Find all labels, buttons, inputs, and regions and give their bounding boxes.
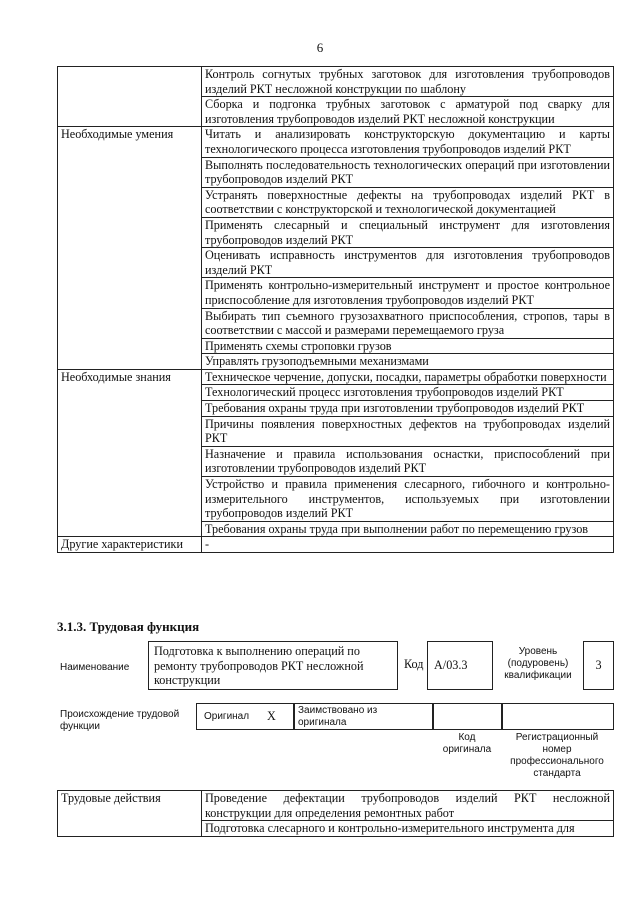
level-value: 3 xyxy=(595,658,602,672)
table-cell: Причины появления поверхностных дефектов на трубопроводах изделий РКТ xyxy=(202,416,614,446)
table-cell: Выполнять последовательность технологических операций при изготовлении трубопроводов изделий РКТ xyxy=(202,157,614,187)
borrowed-label: Заимствовано из оригинала xyxy=(298,705,378,728)
name-value: Подготовка к выполнению операций по ремонту трубопроводов РКТ несложной конструкции xyxy=(154,644,364,687)
code-box xyxy=(427,641,493,690)
table-cell: Устройство и правила применения слесарного, гибочного и контрольно-измерительного инструментов, используемых при изготовлении трубопроводов изделий РКТ xyxy=(202,477,614,522)
table-row xyxy=(58,67,614,97)
original-mark: X xyxy=(267,709,276,723)
section-title: 3.1.3. Трудовая функция xyxy=(57,619,200,634)
code-original-label: Код оригинала xyxy=(442,732,492,755)
table-cell: Выбирать тип съемного грузозахватного приспособления, стропов, тары в соответствии с массой и размерами перемещаемого груза xyxy=(202,308,614,338)
table-cell: Проведение дефектации трубопроводов изделий РКТ несложной конструкции для определения ремонтных работ xyxy=(202,791,614,821)
labor-actions-table xyxy=(57,790,614,837)
borrowed-box xyxy=(293,703,434,730)
table-cell: Устранять поверхностные дефекты на трубопроводах изделий РКТ в соответствии с конструкторской и технологической документацией xyxy=(202,187,614,217)
code-original-box xyxy=(432,703,503,730)
table-cell: Управлять грузоподъемными механизмами xyxy=(202,354,614,370)
row-label-actions: Трудовые действия xyxy=(58,791,202,837)
code-value: А/03.3 xyxy=(434,658,468,672)
name-box xyxy=(148,641,398,690)
table-cell: Требования охраны труда при изготовлении трубопроводов изделий РКТ xyxy=(202,401,614,417)
table-cell: Применять схемы строповки грузов xyxy=(202,338,614,354)
row-label-other: Другие характеристики xyxy=(58,537,202,553)
table-cell: Технологический процесс изготовления трубопроводов изделий РКТ xyxy=(202,385,614,401)
page-number: 6 xyxy=(316,40,324,55)
table-cell: Оценивать исправность инструментов для изготовления трубопроводов изделий РКТ xyxy=(202,248,614,278)
row-label xyxy=(58,67,202,127)
original-label: Оригинал xyxy=(204,711,250,722)
requirements-table xyxy=(57,66,614,553)
table-cell: Требования охраны труда при выполнении работ по перемещению грузов xyxy=(202,521,614,537)
table-cell: Читать и анализировать конструкторскую документацию и карты технологического процесса изготовления трубопроводов изделий РКТ xyxy=(202,127,614,157)
reg-number-box xyxy=(501,703,614,730)
table-cell: Сборка и подгонка трубных заготовок с арматурой под сварку для изготовления трубопроводов изделий РКТ несложной конструкции xyxy=(202,97,614,127)
table-row xyxy=(58,537,614,553)
row-label-knowledge: Необходимые знания xyxy=(58,369,202,537)
table-cell: Назначение и правила использования оснастки, приспособлений при изготовлении трубопроводов изделий РКТ xyxy=(202,446,614,476)
level-box xyxy=(583,641,614,690)
row-label-skills: Необходимые умения xyxy=(58,127,202,370)
original-box xyxy=(196,703,295,730)
table-row xyxy=(58,791,614,821)
table-cell: - xyxy=(202,537,614,553)
table-cell: Применять контрольно-измерительный инструмент и простое контрольное приспособление для изготовления трубопроводов изделий РКТ xyxy=(202,278,614,308)
code-label: Код xyxy=(404,657,424,671)
table-row xyxy=(58,127,614,157)
table-cell: Контроль согнутых трубных заготовок для изготовления трубопроводов изделий РКТ несложной конструкции по шаблону xyxy=(202,67,614,97)
name-label: Наименование xyxy=(60,662,130,673)
reg-number-label: Регистрационный номер профессионального стандарта xyxy=(510,732,604,779)
table-cell: Подготовка слесарного и контрольно-измерительного инструмента для xyxy=(202,821,614,837)
table-cell: Техническое черчение, допуски, посадки, параметры обработки поверхности xyxy=(202,369,614,385)
origin-label: Происхождение трудовой функции xyxy=(60,709,180,732)
level-label: Уровень (подуровень) квалификации xyxy=(504,646,572,681)
table-row xyxy=(58,369,614,385)
table-cell: Применять слесарный и специальный инструмент для изготовления трубопроводов изделий РКТ xyxy=(202,217,614,247)
